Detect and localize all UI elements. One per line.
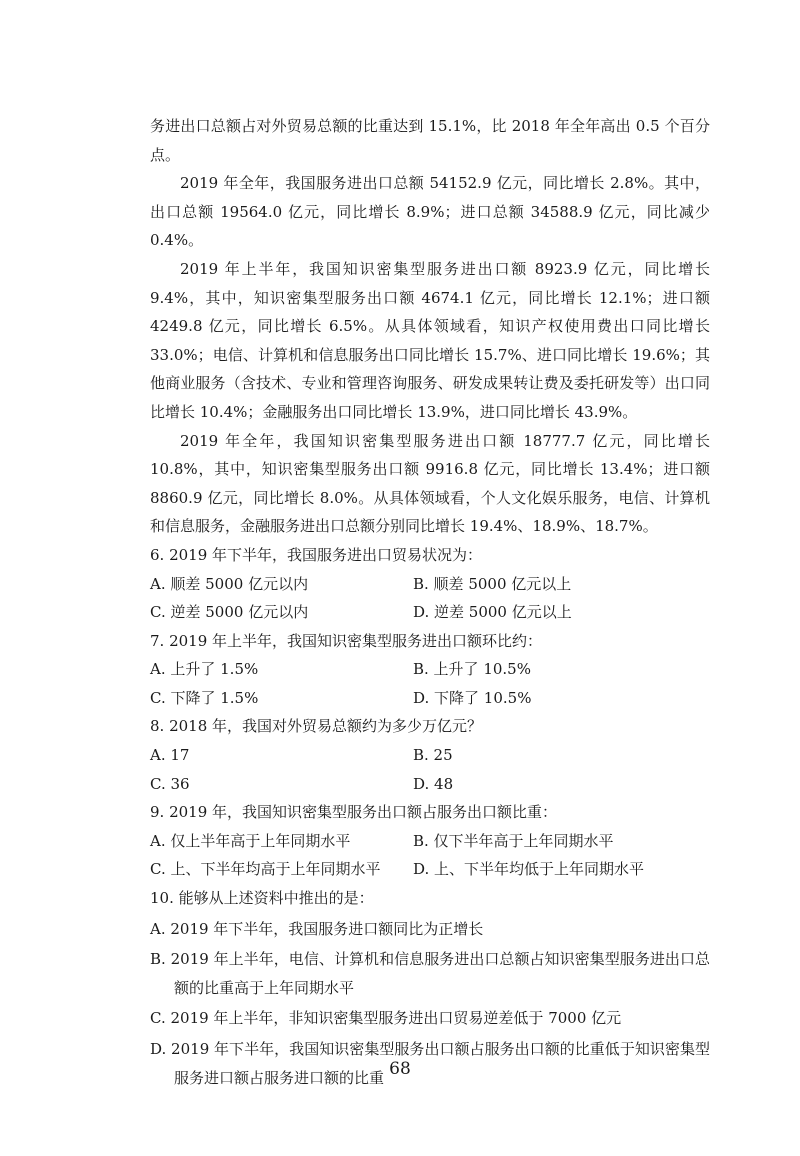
option-a: A. 上升了 1.5% — [150, 660, 259, 679]
options-grid — [150, 741, 710, 798]
question-8 — [150, 712, 710, 798]
page-number: 68 — [389, 1059, 411, 1079]
passage-paragraph: 2019 年全年，我国知识密集型服务进出口额 18777.7 亿元，同比增长 10.8%，其中，知识密集型服务出口额 9916.8 亿元，同比增长 13.4%；进口额 8860.9 亿元，同比增长 8.0%。从具体领域看，个人文化娱乐服务，电信、计算机和信息服务，金融服务进出口总额分别同比增长 19.4%、18.9%、18.7%。 — [150, 431, 710, 536]
page-content — [150, 112, 710, 1092]
option-c: C. 逆差 5000 亿元以内 — [150, 603, 309, 622]
option-a: A. 2019 年下半年，我国服务进口额同比为正增长 — [150, 919, 484, 938]
option-b: B. 2019 年上半年，电信、计算机和信息服务进出口总额占知识密集型服务进出口总额的比重高于上年同期水平 — [150, 950, 710, 997]
option-c: C. 2019 年上半年，非知识密集型服务进出口贸易逆差低于 7000 亿元 — [150, 1009, 622, 1028]
option-c: C. 下降了 1.5% — [150, 688, 259, 707]
options-grid — [150, 827, 710, 884]
option-d: D. 下降了 10.5% — [413, 688, 532, 707]
option-b: B. 上升了 10.5% — [413, 660, 531, 679]
option-b: B. 仅下半年高于上年同期水平 — [413, 831, 614, 850]
question-9 — [150, 798, 710, 884]
option-b: B. 25 — [413, 746, 453, 765]
question-stem: 7. 2019 年上半年，我国知识密集型服务进出口额环比约： — [150, 631, 543, 650]
option-d: D. 48 — [413, 774, 454, 793]
question-7 — [150, 627, 710, 713]
option-d: D. 逆差 5000 亿元以上 — [413, 603, 572, 622]
options-grid — [150, 570, 710, 627]
option-a: A. 仅上半年高于上年同期水平 — [150, 831, 351, 850]
question-6 — [150, 541, 710, 627]
option-d: D. 上、下半年均低于上年同期水平 — [413, 860, 645, 879]
option-d: D. 2019 年下半年，我国知识密集型服务出口额占服务出口额的比重低于知识密集型服务进口额占服务进口额的比重 — [150, 1040, 710, 1087]
passage — [150, 112, 710, 541]
option-b: B. 顺差 5000 亿元以上 — [413, 574, 572, 593]
options-grid — [150, 655, 710, 712]
question-stem: 9. 2019 年，我国知识密集型服务出口额占服务出口额比重： — [150, 803, 558, 822]
passage-paragraph: 务进出口总额占对外贸易总额的比重达到 15.1%，比 2018 年全年高出 0.5 个百分点。 — [150, 117, 710, 164]
option-a: A. 17 — [150, 746, 190, 765]
passage-paragraph: 2019 年全年，我国服务进出口总额 54152.9 亿元，同比增长 2.8%。其中，出口总额 19564.0 亿元，同比增长 8.9%；进口总额 34588.9 亿元，同比减少 0.4%。 — [150, 174, 710, 250]
option-c: C. 上、下半年均高于上年同期水平 — [150, 860, 381, 879]
question-list — [150, 541, 710, 1092]
option-a: A. 顺差 5000 亿元以内 — [150, 574, 309, 593]
question-stem: 8. 2018 年，我国对外贸易总额约为多少万亿元？ — [150, 717, 483, 736]
question-stem: 10. 能够从上述资料中推出的是： — [150, 889, 374, 908]
passage-paragraph: 2019 年上半年，我国知识密集型服务进出口额 8923.9 亿元，同比增长 9.4%，其中，知识密集型服务出口额 4674.1 亿元，同比增长 12.1%；进口额 4249.8 亿元，同比增长 6.5%。从具体领域看，知识产权使用费出口同比增长 33.0%；电信、计算机和信息服务出口同比增长 15.7%、进口同比增长 19.6%；其他商业服务（含技术、专业和管理咨询服务、研发成果转让费及委托研发等）出口同比增长 10.4%；金融服务出口同比增长 13.9%，进口同比增长 43.9%。 — [150, 259, 710, 421]
question-stem: 6. 2019 年下半年，我国服务进出口贸易状况为： — [150, 545, 483, 564]
option-c: C. 36 — [150, 774, 190, 793]
